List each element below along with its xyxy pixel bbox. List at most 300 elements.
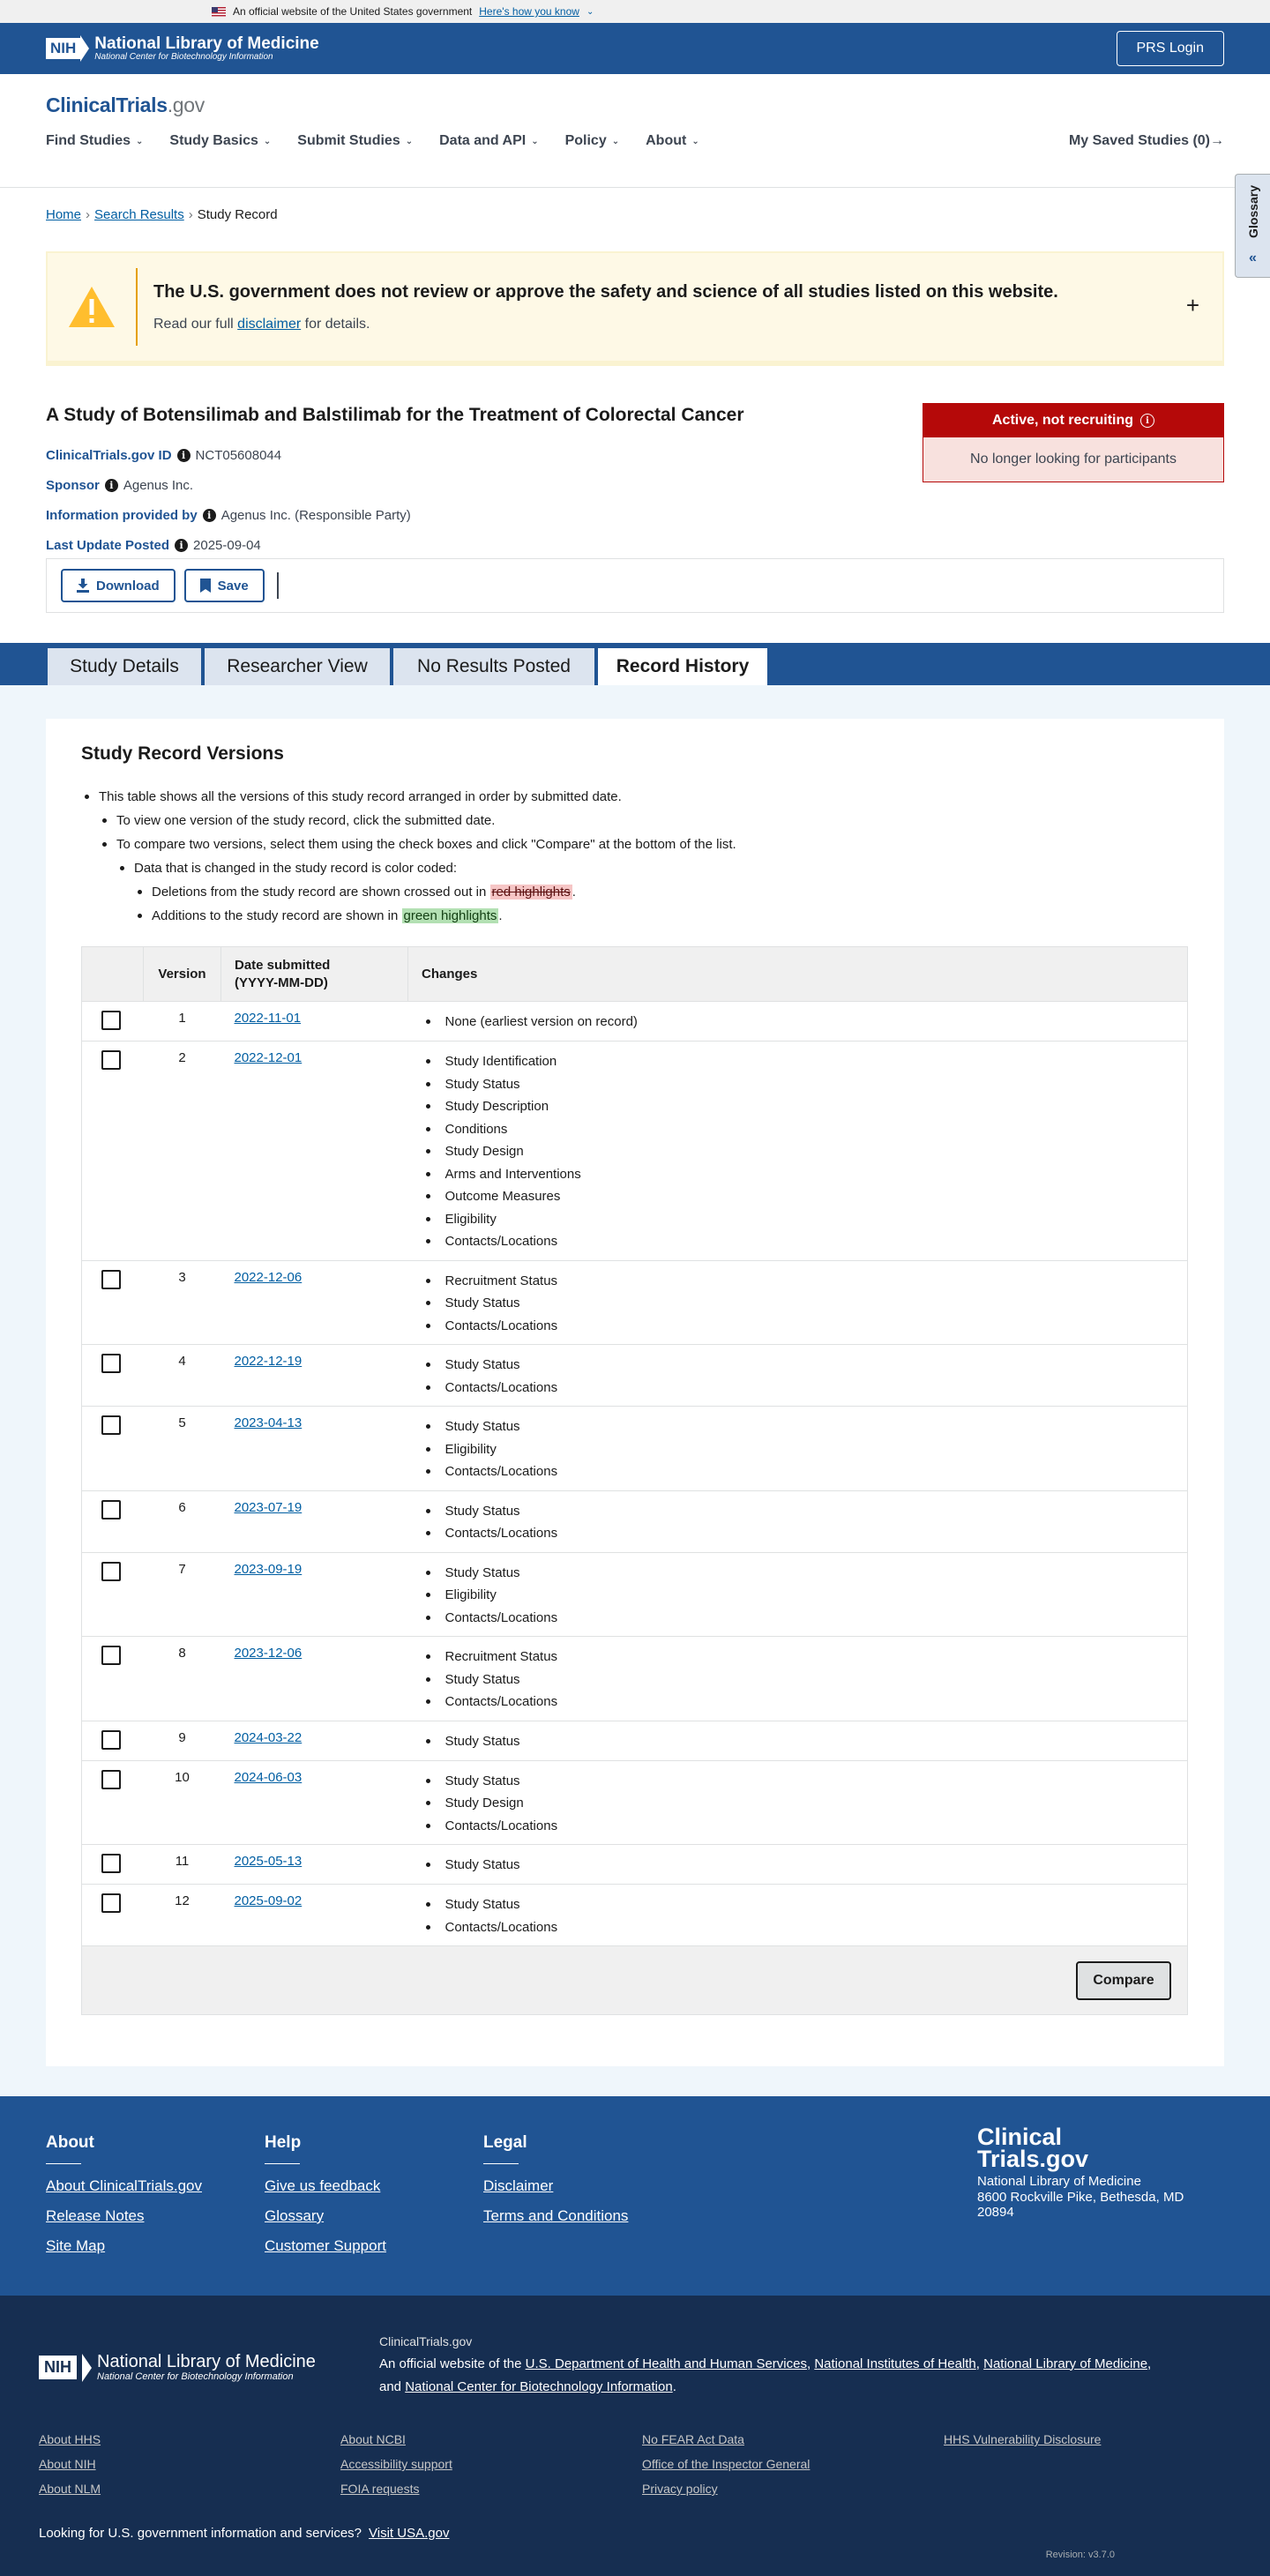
change-item: Study Status — [422, 1770, 1175, 1793]
info-icon[interactable]: i — [177, 449, 190, 462]
ncbi-link[interactable]: National Center for Biotechnology Information — [405, 2378, 673, 2394]
footer-col-title: Legal — [483, 2133, 527, 2152]
footer-site-label: ClinicalTrials.gov — [379, 2334, 473, 2348]
meta-value: Agenus Inc. (Responsible Party) — [220, 508, 411, 524]
chevron-down-icon: ⌄ — [691, 136, 699, 146]
version-number: 12 — [144, 1885, 221, 1946]
date-cell — [221, 1637, 408, 1721]
change-item: Study Status — [422, 1292, 1175, 1315]
version-number: 4 — [144, 1345, 221, 1407]
version-number: 11 — [144, 1845, 221, 1885]
version-number: 9 — [144, 1721, 221, 1760]
footer-col-title: About — [46, 2133, 94, 2152]
changes-list — [422, 1500, 1175, 1545]
table-row — [82, 1407, 1188, 1491]
breadcrumb-separator: › — [188, 207, 193, 222]
note-item: This table shows all the versions of this study record arranged in order by submitted date. — [81, 789, 1189, 805]
usa-gov-text: Looking for U.S. government information and services? — [39, 2526, 362, 2541]
footer-clinicaltrials-logo[interactable] — [977, 2124, 1215, 2173]
change-item: Contacts/Locations — [422, 1916, 1175, 1939]
info-icon[interactable]: i — [175, 539, 188, 552]
version-checkbox[interactable] — [101, 1730, 121, 1750]
change-item: Recruitment Status — [422, 1270, 1175, 1293]
clinicaltrials-logo[interactable] — [46, 93, 1224, 117]
version-number: 1 — [144, 1002, 221, 1042]
table-row — [82, 1552, 1188, 1637]
compare-row — [81, 1946, 1188, 2015]
change-item: Study Status — [422, 1854, 1175, 1877]
footer-link[interactable]: Release Notes — [46, 2207, 145, 2224]
nih-logo-box: NIH — [46, 38, 80, 60]
version-checkbox[interactable] — [101, 1893, 121, 1913]
chevron-down-icon: ⌄ — [405, 136, 414, 146]
footer-bottom-link[interactable]: About HHS — [39, 2432, 101, 2446]
version-number: 8 — [144, 1637, 221, 1721]
version-date-link[interactable]: 2022-12-01 — [234, 1050, 303, 1065]
changes-list — [422, 1893, 1175, 1938]
meta-row-provided-by — [46, 508, 1224, 523]
footer-bottom-links — [39, 2432, 1231, 2496]
info-icon[interactable]: i — [1140, 414, 1154, 428]
main-nav — [46, 133, 1224, 149]
red-highlight-sample: red highlights — [491, 885, 571, 900]
brand-main: ClinicalTrials — [46, 93, 168, 116]
chevron-down-icon[interactable]: ⌄ — [586, 6, 594, 17]
change-item: Eligibility — [422, 1208, 1175, 1231]
changes-cell — [408, 1002, 1188, 1042]
meta-label: ClinicalTrials.gov ID — [46, 448, 172, 464]
footer-col-legal — [483, 2133, 702, 2296]
site-header — [0, 74, 1270, 188]
date-cell — [221, 1002, 408, 1042]
table-row — [82, 1002, 1188, 1042]
usa-gov-link[interactable]: Visit USA.gov — [369, 2526, 450, 2541]
nih-arrow-icon — [82, 2354, 92, 2382]
changes-list — [422, 1415, 1175, 1483]
address-line: 20894 — [977, 2205, 1014, 2221]
record-history-content — [0, 685, 1270, 2096]
select-cell — [82, 1490, 144, 1552]
note-item-additions — [81, 908, 1189, 924]
date-cell — [221, 1345, 408, 1407]
changes-list — [422, 1562, 1175, 1630]
note-item: Data that is changed in the study record is color coded: — [81, 861, 1189, 877]
nav-find-studies[interactable] — [46, 133, 143, 149]
date-cell — [221, 1721, 408, 1760]
meta-label: Sponsor — [46, 478, 100, 494]
change-item: None (earliest version on record) — [422, 1011, 1175, 1034]
change-item: Eligibility — [422, 1584, 1175, 1607]
changes-cell — [408, 1721, 1188, 1760]
table-row — [82, 1637, 1188, 1721]
us-flag-icon — [212, 7, 226, 17]
revision-label: Revision: v3.7.0 — [1045, 2550, 1115, 2560]
footer-official-text — [379, 2331, 1199, 2399]
recruitment-status-box — [923, 403, 1224, 482]
gov-banner — [0, 0, 1270, 23]
changes-cell — [408, 1260, 1188, 1345]
version-number: 3 — [144, 1260, 221, 1345]
header-date — [221, 947, 408, 1002]
date-cell — [221, 1885, 408, 1946]
alert-heading: The U.S. government does not review or approve the safety and science of all studies listed on this website. — [153, 281, 1058, 302]
version-checkbox[interactable] — [101, 1011, 121, 1030]
changes-cell — [408, 1760, 1188, 1845]
version-number: 7 — [144, 1552, 221, 1637]
versions-notes — [81, 789, 1189, 924]
version-date-link[interactable]: 2024-06-03 — [234, 1769, 303, 1785]
saved-label: My Saved Studies (0) — [1068, 133, 1210, 148]
footer-bottom-link[interactable]: Office of the Inspector General — [642, 2457, 811, 2471]
compare-button[interactable]: Compare — [1076, 1961, 1171, 2000]
change-item: Contacts/Locations — [422, 1460, 1175, 1483]
version-date-link[interactable]: 2023-09-19 — [234, 1561, 303, 1577]
header-date-line1: Date submitted — [235, 958, 331, 973]
change-item: Contacts/Locations — [422, 1315, 1175, 1338]
footer-brand — [977, 2126, 1215, 2221]
footer-bottom — [0, 2296, 1270, 2576]
date-cell — [221, 1845, 408, 1885]
prs-login-button[interactable]: PRS Login — [1117, 31, 1225, 66]
date-cell — [221, 1042, 408, 1261]
note-item-deletions — [81, 885, 1189, 900]
change-item: Study Identification — [422, 1050, 1175, 1073]
changes-cell — [408, 1885, 1188, 1946]
table-row — [82, 1760, 1188, 1845]
green-highlight-sample: green highlights — [403, 908, 497, 923]
tab-record-history[interactable]: Record History — [596, 646, 769, 685]
my-saved-studies-link[interactable] — [1069, 133, 1224, 149]
version-date-link[interactable]: 2022-11-01 — [234, 1011, 302, 1026]
change-item: Contacts/Locations — [422, 1691, 1175, 1714]
heres-how-you-know-link[interactable]: Here's how you know — [479, 5, 579, 18]
address-line: National Library of Medicine — [977, 2174, 1141, 2190]
table-row — [82, 1345, 1188, 1407]
alert-text-after: for details. — [301, 316, 370, 332]
info-icon[interactable]: i — [105, 479, 118, 492]
gov-banner-text: An official website of the United States government — [233, 5, 473, 18]
select-cell — [82, 1637, 144, 1721]
arrow-right-icon: → — [1210, 133, 1224, 148]
usa-gov-line — [39, 2526, 1231, 2541]
nih-header — [0, 23, 1270, 74]
table-row — [82, 1845, 1188, 1885]
change-item: Study Status — [422, 1354, 1175, 1377]
nav-item-label: Policy — [564, 133, 607, 148]
alert-text-before: Read our full — [153, 316, 238, 332]
breadcrumb-search-results[interactable]: Search Results — [94, 207, 184, 222]
footer-logo-line2: Trials.gov — [977, 2146, 1089, 2173]
nav-study-basics[interactable] — [169, 133, 271, 149]
header-version: Version — [144, 947, 221, 1002]
version-number: 6 — [144, 1490, 221, 1552]
change-item: Study Status — [422, 1500, 1175, 1523]
status-label — [923, 404, 1223, 437]
nav-item-label: Submit Studies — [297, 133, 400, 148]
note-item: To view one version of the study record, click the submitted date. — [81, 813, 1189, 829]
meta-value: Agenus Inc. — [123, 478, 194, 494]
note-text: . — [572, 885, 576, 900]
version-checkbox[interactable] — [101, 1354, 121, 1373]
study-actions — [46, 558, 1224, 613]
footer-link[interactable]: Disclaimer — [483, 2177, 554, 2194]
versions-table — [81, 946, 1188, 1946]
version-checkbox[interactable] — [101, 1270, 121, 1289]
change-item: Study Status — [422, 1669, 1175, 1691]
status-label-text: Active, not recruiting — [991, 413, 1134, 428]
changes-list — [422, 1270, 1175, 1338]
table-row — [82, 1260, 1188, 1345]
change-item: Study Status — [422, 1073, 1175, 1096]
chevrons-left-icon: « — [1249, 250, 1257, 265]
footer-col-underline — [46, 2163, 81, 2164]
footer-top — [0, 2096, 1270, 2296]
footer-link[interactable]: Customer Support — [265, 2237, 386, 2254]
footer-link[interactable]: Site Map — [46, 2237, 106, 2254]
changes-list — [422, 1854, 1175, 1877]
footer-col-help — [265, 2133, 483, 2296]
change-item: Study Status — [422, 1893, 1175, 1916]
changes-list — [422, 1011, 1175, 1034]
table-row — [82, 1490, 1188, 1552]
hhs-link[interactable]: U.S. Department of Health and Human Services — [525, 2356, 807, 2371]
changes-list — [422, 1354, 1175, 1399]
changes-cell — [408, 1407, 1188, 1491]
version-date-link[interactable]: 2023-04-13 — [234, 1415, 303, 1430]
change-item: Study Status — [422, 1415, 1175, 1438]
change-item: Contacts/Locations — [422, 1377, 1175, 1400]
footer-bottom-link[interactable]: Accessibility support — [340, 2457, 452, 2471]
date-cell — [221, 1760, 408, 1845]
footer-bottom-link[interactable]: HHS Vulnerability Disclosure — [944, 2432, 1102, 2446]
changes-cell — [408, 1345, 1188, 1407]
meta-label: Last Update Posted — [46, 538, 170, 554]
note-text: . — [498, 908, 503, 923]
footer-col-about — [46, 2133, 265, 2296]
save-label: Save — [217, 578, 249, 594]
brand-suffix: .gov — [167, 93, 205, 116]
tab-study-details[interactable]: Study Details — [46, 646, 203, 685]
study-title: A Study of Botensilimab and Balstilimab for the Treatment of Colorectal Cancer — [46, 405, 744, 425]
footer-link[interactable]: Give us feedback — [265, 2177, 381, 2194]
bookmark-icon — [200, 579, 211, 593]
footer-bottom-link[interactable]: No FEAR Act Data — [642, 2432, 744, 2446]
version-date-link[interactable]: 2022-12-06 — [234, 1269, 303, 1285]
select-cell — [82, 1760, 144, 1845]
version-checkbox[interactable] — [101, 1646, 121, 1665]
footer-grid-spacer — [944, 2457, 1245, 2471]
nih-logo-mark — [46, 35, 89, 62]
changes-cell — [408, 1845, 1188, 1885]
nav-about[interactable] — [646, 133, 699, 149]
change-item: Eligibility — [422, 1438, 1175, 1461]
nih-logo-title: National Library of Medicine — [94, 34, 319, 53]
status-detail: No longer looking for participants — [923, 437, 1223, 482]
change-item: Contacts/Locations — [422, 1230, 1175, 1253]
study-tabs — [0, 643, 1270, 685]
changes-cell — [408, 1042, 1188, 1261]
version-date-link[interactable]: 2022-12-19 — [234, 1354, 303, 1369]
date-cell — [221, 1552, 408, 1637]
nih-arrow-icon — [80, 35, 89, 62]
version-number: 10 — [144, 1760, 221, 1845]
nlm-link[interactable]: National Library of Medicine — [983, 2356, 1148, 2371]
table-row — [82, 1721, 1188, 1760]
glossary-tab[interactable] — [1235, 174, 1270, 278]
select-cell — [82, 1552, 144, 1637]
nav-item-label: Data and API — [439, 133, 527, 148]
versions-table-body — [82, 1002, 1188, 1946]
select-cell — [82, 1885, 144, 1946]
change-item: Outcome Measures — [422, 1185, 1175, 1208]
note-text: Deletions from the study record are shown crossed out in — [152, 885, 490, 900]
select-cell — [82, 1345, 144, 1407]
glossary-label: Glossary — [1245, 185, 1260, 238]
breadcrumb-separator: › — [86, 207, 91, 222]
footer-bottom-link[interactable]: About NCBI — [340, 2432, 406, 2446]
version-date-link[interactable]: 2023-07-19 — [234, 1499, 303, 1515]
date-cell — [221, 1490, 408, 1552]
version-number: 2 — [144, 1042, 221, 1261]
versions-title: Study Record Versions — [81, 743, 284, 764]
chevron-down-icon: ⌄ — [611, 136, 620, 146]
nav-data-and-api[interactable] — [439, 133, 538, 149]
changes-list — [422, 1050, 1175, 1253]
footer-link[interactable]: About ClinicalTrials.gov — [46, 2177, 202, 2194]
change-item: Study Status — [422, 1730, 1175, 1753]
version-checkbox[interactable] — [101, 1770, 121, 1789]
header-date-line2: (YYYY-MM-DD) — [235, 974, 328, 990]
version-checkbox[interactable] — [101, 1562, 121, 1581]
footer-official-line: An official website of the U.S. Department of Health and Human Services, National Institutes of Health, National Library of Medicine, and National Center for Biotechnology Information. — [379, 2356, 1152, 2394]
nih-logo-title: National Library of Medicine — [97, 2352, 316, 2371]
table-row — [82, 1885, 1188, 1946]
version-date-link[interactable]: 2024-03-22 — [234, 1729, 303, 1745]
change-item: Recruitment Status — [422, 1646, 1175, 1669]
footer-col-title: Help — [265, 2133, 302, 2152]
disclaimer-alert — [46, 251, 1224, 366]
version-checkbox[interactable] — [101, 1050, 121, 1070]
tab-researcher-view[interactable]: Researcher View — [203, 646, 392, 685]
nih-logo-subtitle: National Center for Biotechnology Information — [97, 2371, 294, 2382]
meta-value: 2025-09-04 — [193, 538, 261, 554]
footer-link[interactable]: Glossary — [265, 2207, 325, 2224]
nih-link[interactable]: National Institutes of Health — [814, 2356, 976, 2371]
nih-logo-box: NIH — [39, 2356, 77, 2380]
header-changes: Changes — [408, 947, 1188, 1002]
select-cell — [82, 1260, 144, 1345]
address-line: 8600 Rockville Pike, Bethesda, MD — [977, 2189, 1184, 2205]
change-item: Arms and Interventions — [422, 1163, 1175, 1186]
changes-list — [422, 1730, 1175, 1753]
nav-submit-studies[interactable] — [297, 133, 413, 149]
changes-cell — [408, 1552, 1188, 1637]
tab-no-results-posted[interactable]: No Results Posted — [392, 646, 596, 685]
change-item: Contacts/Locations — [422, 1522, 1175, 1545]
version-date-link[interactable]: 2023-12-06 — [234, 1646, 303, 1661]
select-cell — [82, 1845, 144, 1885]
select-cell — [82, 1721, 144, 1760]
footer-logo-line1: Clinical — [977, 2124, 1063, 2150]
change-item: Study Status — [422, 1562, 1175, 1585]
changes-cell — [408, 1490, 1188, 1552]
change-item: Study Design — [422, 1140, 1175, 1163]
table-row — [82, 1042, 1188, 1261]
footer-address — [977, 2174, 1215, 2221]
footer-bottom-link[interactable]: About NLM — [39, 2482, 101, 2496]
version-checkbox[interactable] — [101, 1415, 121, 1435]
date-cell — [221, 1407, 408, 1491]
footer-bottom-link[interactable]: About NIH — [39, 2457, 96, 2471]
select-cell — [82, 1407, 144, 1491]
nav-policy[interactable] — [565, 133, 620, 149]
meta-row-last-update — [46, 538, 1224, 553]
nih-logo-subtitle: National Center for Biotechnology Information — [94, 52, 273, 63]
actions-divider — [277, 572, 279, 599]
expand-alert-icon[interactable]: + — [1185, 292, 1199, 318]
changes-list — [422, 1770, 1175, 1838]
meta-label: Information provided by — [46, 508, 198, 524]
breadcrumb-current: Study Record — [197, 207, 278, 222]
change-item: Study Design — [422, 1792, 1175, 1815]
footer-nih-logo[interactable] — [39, 2336, 379, 2399]
official-and: and — [379, 2378, 406, 2394]
version-date-link[interactable]: 2025-09-02 — [234, 1893, 303, 1908]
warning-icon — [48, 285, 136, 329]
change-item: Conditions — [422, 1118, 1175, 1141]
official-prefix: An official website of the — [379, 2356, 526, 2371]
download-label: Download — [96, 578, 160, 594]
note-item: To compare two versions, select them using the check boxes and click "Compare" at the bottom of the list. — [81, 837, 1189, 853]
footer-bottom-link[interactable]: Privacy policy — [642, 2482, 718, 2496]
change-item: Contacts/Locations — [422, 1607, 1175, 1630]
chevron-down-icon: ⌄ — [531, 136, 539, 146]
changes-list — [422, 1646, 1175, 1714]
save-button[interactable] — [184, 569, 265, 602]
nav-item-label: Find Studies — [46, 133, 131, 148]
download-button[interactable] — [61, 569, 176, 602]
version-number: 5 — [144, 1407, 221, 1491]
chevron-down-icon: ⌄ — [263, 136, 272, 146]
footer-col-underline — [483, 2163, 519, 2164]
disclaimer-link[interactable]: disclaimer — [237, 316, 302, 332]
footer-bottom-link[interactable]: FOIA requests — [340, 2482, 420, 2496]
download-icon — [77, 579, 89, 593]
chevron-down-icon: ⌄ — [136, 136, 144, 146]
meta-value: NCT05608044 — [195, 448, 282, 464]
changes-cell — [408, 1637, 1188, 1721]
select-cell — [82, 1042, 144, 1261]
alert-text — [153, 317, 1058, 332]
note-text: Additions to the study record are shown in — [152, 908, 402, 923]
breadcrumb-home[interactable]: Home — [46, 207, 82, 222]
version-checkbox[interactable] — [101, 1854, 121, 1873]
header-select — [82, 947, 144, 1002]
nih-logo[interactable] — [46, 35, 319, 63]
change-item: Contacts/Locations — [422, 1815, 1175, 1838]
footer-col-underline — [265, 2163, 300, 2164]
info-icon[interactable]: i — [203, 509, 216, 522]
table-header-row — [82, 947, 1188, 1002]
nav-item-label: Study Basics — [169, 133, 258, 148]
date-cell — [221, 1260, 408, 1345]
study-header — [0, 366, 1270, 558]
footer-link[interactable]: Terms and Conditions — [483, 2207, 629, 2224]
nav-item-label: About — [646, 133, 687, 148]
change-item: Study Description — [422, 1095, 1175, 1118]
version-checkbox[interactable] — [101, 1500, 121, 1519]
version-date-link[interactable]: 2025-05-13 — [234, 1854, 303, 1869]
